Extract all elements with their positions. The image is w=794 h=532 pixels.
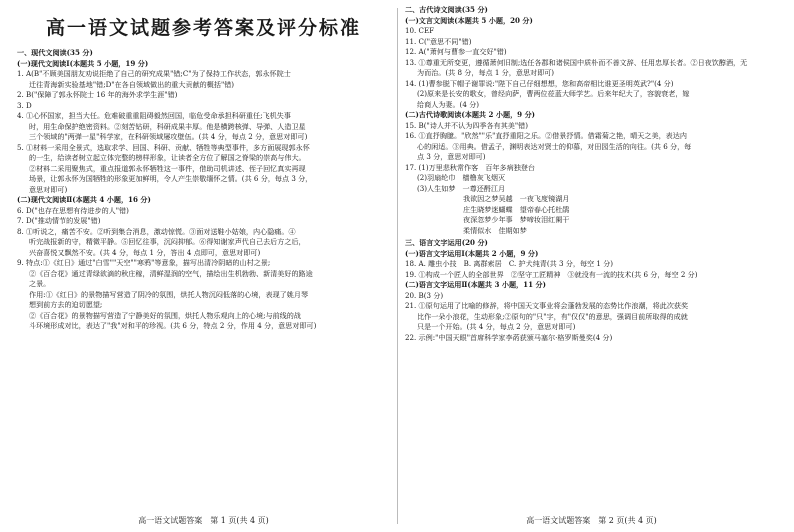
answer-line: 给商人为妻。(4 分): [417, 99, 479, 109]
answer-line: 11. C("意思不同"错): [405, 36, 472, 46]
answer-line: 作用:①《红日》的景物描写营造了阴冷的氛围，烘托人物沉闷低落的心境，表现了姚月琴: [29, 289, 309, 299]
answer-line: 夜深忽梦少年事 梦啼妆泪红阑干: [463, 215, 570, 224]
answer-line: 22. 示例:"中国天眼"首席科学家李菂获颁马塞尔·格罗斯曼奖(4 分): [405, 332, 613, 342]
subsection-heading: (一)现代文阅读Ⅰ(本题共 5 小题，19 分): [17, 58, 149, 68]
answer-line: 2. B("保障了郭永怀院士 16 年的海外求学生涯"错): [17, 90, 178, 99]
answer-line: 6. D("也存在思想有待进步的人"错): [17, 205, 129, 215]
section-heading: 一、现代文阅读(35 分): [17, 48, 93, 57]
answer-line: 斗环境形成对比，表达了"我"对和平的珍视。(共 6 分，特点 2 分，作用 4 分，意思对即可): [29, 321, 317, 330]
answer-line: 5. ①材料一采用全景式，选取求学、回国、科研、贡献、牺牲等典型事件，多方面展现郭永怀: [17, 142, 310, 152]
subsection-heading: (二)语言文字运用Ⅱ(本题共 3 小题，11 分): [405, 280, 546, 289]
page-2-footer: 高一语文试题答案 第 2 页(共 4 页): [526, 515, 657, 525]
answer-line: (2)羽扇纶巾 樯橹灰飞烟灭: [417, 173, 506, 182]
answer-line: 15. B("诗人并不认为四季各有其美"错): [405, 120, 529, 130]
page-1: [17, 0, 390, 532]
subsection-heading: (二)现代文阅读Ⅱ(本题共 4 小题，16 分): [17, 195, 151, 204]
answer-line: 柔情似水 佳期如梦: [463, 225, 527, 235]
answer-line: 9. 特点:①《红日》通过"白雪""天空""寒鸦"等意象，描写出清冷阴暗的山村之景;: [17, 258, 271, 267]
page-2-content: [405, 5, 778, 343]
answer-line: 10. CEF: [405, 26, 435, 35]
answer-line: ②材料二采用聚焦式，重点报道郭永怀牺牲这一事件，借助司机讲述、侄子回忆真实再现: [29, 163, 306, 173]
answer-line: 8. ①听说之，痛苦不安。②听到集合消息，激动惊慌。③面对送鞋小姑娘，内心隐痛。④: [17, 226, 296, 236]
answer-line: 7. D("推动情节的发展"错): [17, 216, 101, 225]
answer-line: 20. B(3 分): [405, 290, 444, 300]
answer-line: 我欲因之梦吴越 一夜飞度镜湖月: [463, 194, 570, 203]
answer-line: 18. A. 雕虫小技 B. 离群索居 C. 护犬纯青(共 3 分，每空 1 分): [405, 259, 614, 268]
subsection-heading: (一)文言文阅读(本题共 5 小题，20 分): [405, 15, 533, 25]
answer-line: 只是一个开始。(共 4 分，每点 2 分，意思对即可): [417, 322, 576, 331]
document-title: 高一语文试题参考答案及评分标准: [45, 17, 361, 39]
section-heading: 二、古代诗文阅读(35 分): [405, 5, 488, 14]
answer-line: 4. ①心怀国家，担当大任。危难破重重阻碍毅然回国，临危受命承担科研重任;飞机失事: [17, 111, 291, 120]
answer-line: 时，用生命保护绝密资料。②刻苦钻研，科研成果丰厚。他是横跨核弹、导弹、人造卫星: [29, 121, 306, 131]
answer-line: 庄生晓梦迷蝴蝶 望帝春心托杜鹃: [463, 204, 570, 214]
page-1-footer: 高一语文试题答案 第 1 页(共 4 页): [138, 515, 269, 525]
answer-line: 场景，让郭永怀为国牺牲的形象更加鲜明，令人产生崇敬缅怀之情。(共 6 分，每点 3 分，: [29, 174, 313, 183]
answer-line: 21. ①原句运用了比喻的修辞，将中国天文事业将会蓬勃发展的态势比作浪潮，将此次获奖: [405, 301, 689, 310]
answer-line: 的一生，给读者树立起立体完整的榜样形象，让读者全方位了解国之脊梁的崇高与伟大。: [29, 153, 306, 162]
answer-line: ②《百合花》的景物描写营造了宁静美好的氛围，烘托人物乐观向上的心境;与前线的战: [29, 310, 301, 320]
answer-line: 点 3 分，意思对即可): [417, 152, 486, 161]
answer-line: 听完战报新的守，精微平静。⑤回忆往事，沉闷抑郁。⑥得知谢家声代自己去后方之后，: [29, 237, 306, 246]
page-1-content: [17, 48, 390, 332]
answer-line: 14. (1)曹参脱下帽子谢罪说:"陛下自己仔细想想，您和高帝相比谁更圣明英武?"(4 分): [405, 78, 674, 88]
answer-line: 想到前方去的迫切愿望;: [29, 300, 103, 309]
answer-line: (2)原来是长安的歌女，曾经向萨，曹两位莅蓝大师学艺。后来年纪大了，容貌衰老，嫁: [417, 89, 690, 98]
answer-line: 意思对即可): [29, 184, 68, 194]
answer-line: 迁往青海新实验基地"错;D"在各自领域做出的重大贡献的概括"错): [29, 79, 235, 89]
answer-line: 19. ①构成一个匠人的全部世界 ②坚守工匠精神 ③就没有一流的技术(共 6 分，每空 2 分): [405, 269, 698, 279]
answer-line: 为而治。(共 8 分，每点 1 分，意思对即可): [417, 68, 555, 77]
answer-line: 1. A(B"不顾美国朋友劝说拒绝了自己的研究成果"错;C"为了保持工作状态，郭永怀院士: [17, 69, 291, 78]
answer-line: 兴奋喜悦又飘然不安。(共 4 分，每点 1 分，答出 4 点即可，意思对即可): [29, 247, 261, 257]
answer-line: 比作一朵小浪花，生动形象;②原句的"只"字，有"仅仅"的意思，强调目前所取得的成就: [417, 311, 688, 321]
answer-line: 3. D: [17, 100, 32, 110]
answer-line: 三个领域的"两弹一星"科学家，在科研领域屡攻壁伍。(共 4 分，每点 2 分，意思对即可): [29, 132, 308, 141]
answer-line: 12. A("萧何与曹参一直交好"错): [405, 47, 507, 56]
answer-line: ②《百合花》通过青绿欲滴的秋庄稼，清鲜湿润的空气，描绘出生机勃勃、新清美好的路途: [29, 268, 313, 278]
answer-line: 之景。: [29, 279, 51, 288]
page-divider: [397, 8, 398, 524]
subsection-heading: (二)古代诗歌阅读(本题共 2 小题，9 分): [405, 110, 536, 119]
section-heading: 三、语言文字运用(20 分): [405, 238, 488, 247]
answer-line: 13. ①尊重无所变更，遵循萧何旧制;选任各郡和诸侯国中质朴而不善文辞、任用忠厚长者。②日夜饮醇酒，无: [405, 57, 748, 67]
subsection-heading: (一)语言文字运用Ⅰ(本题共 2 小题，9 分): [405, 248, 539, 258]
answer-line: 心的闲适。③用典。借孟子，渊明表达对贤士的仰慕，对田园生活的向往。(共 6 分，每: [417, 141, 692, 151]
answer-line: 16. ①直抒胸臆。"欣然""乐"直抒重阳之乐。②借景抒情。借霜菊之艳，晴天之美，表达内: [405, 131, 687, 140]
answer-line: 17. (1)万里悲秋常作客 百年多病独登台: [405, 162, 535, 172]
answer-line: (3)人生如梦 一尊还酹江月: [417, 183, 506, 193]
page-2: [405, 0, 778, 532]
